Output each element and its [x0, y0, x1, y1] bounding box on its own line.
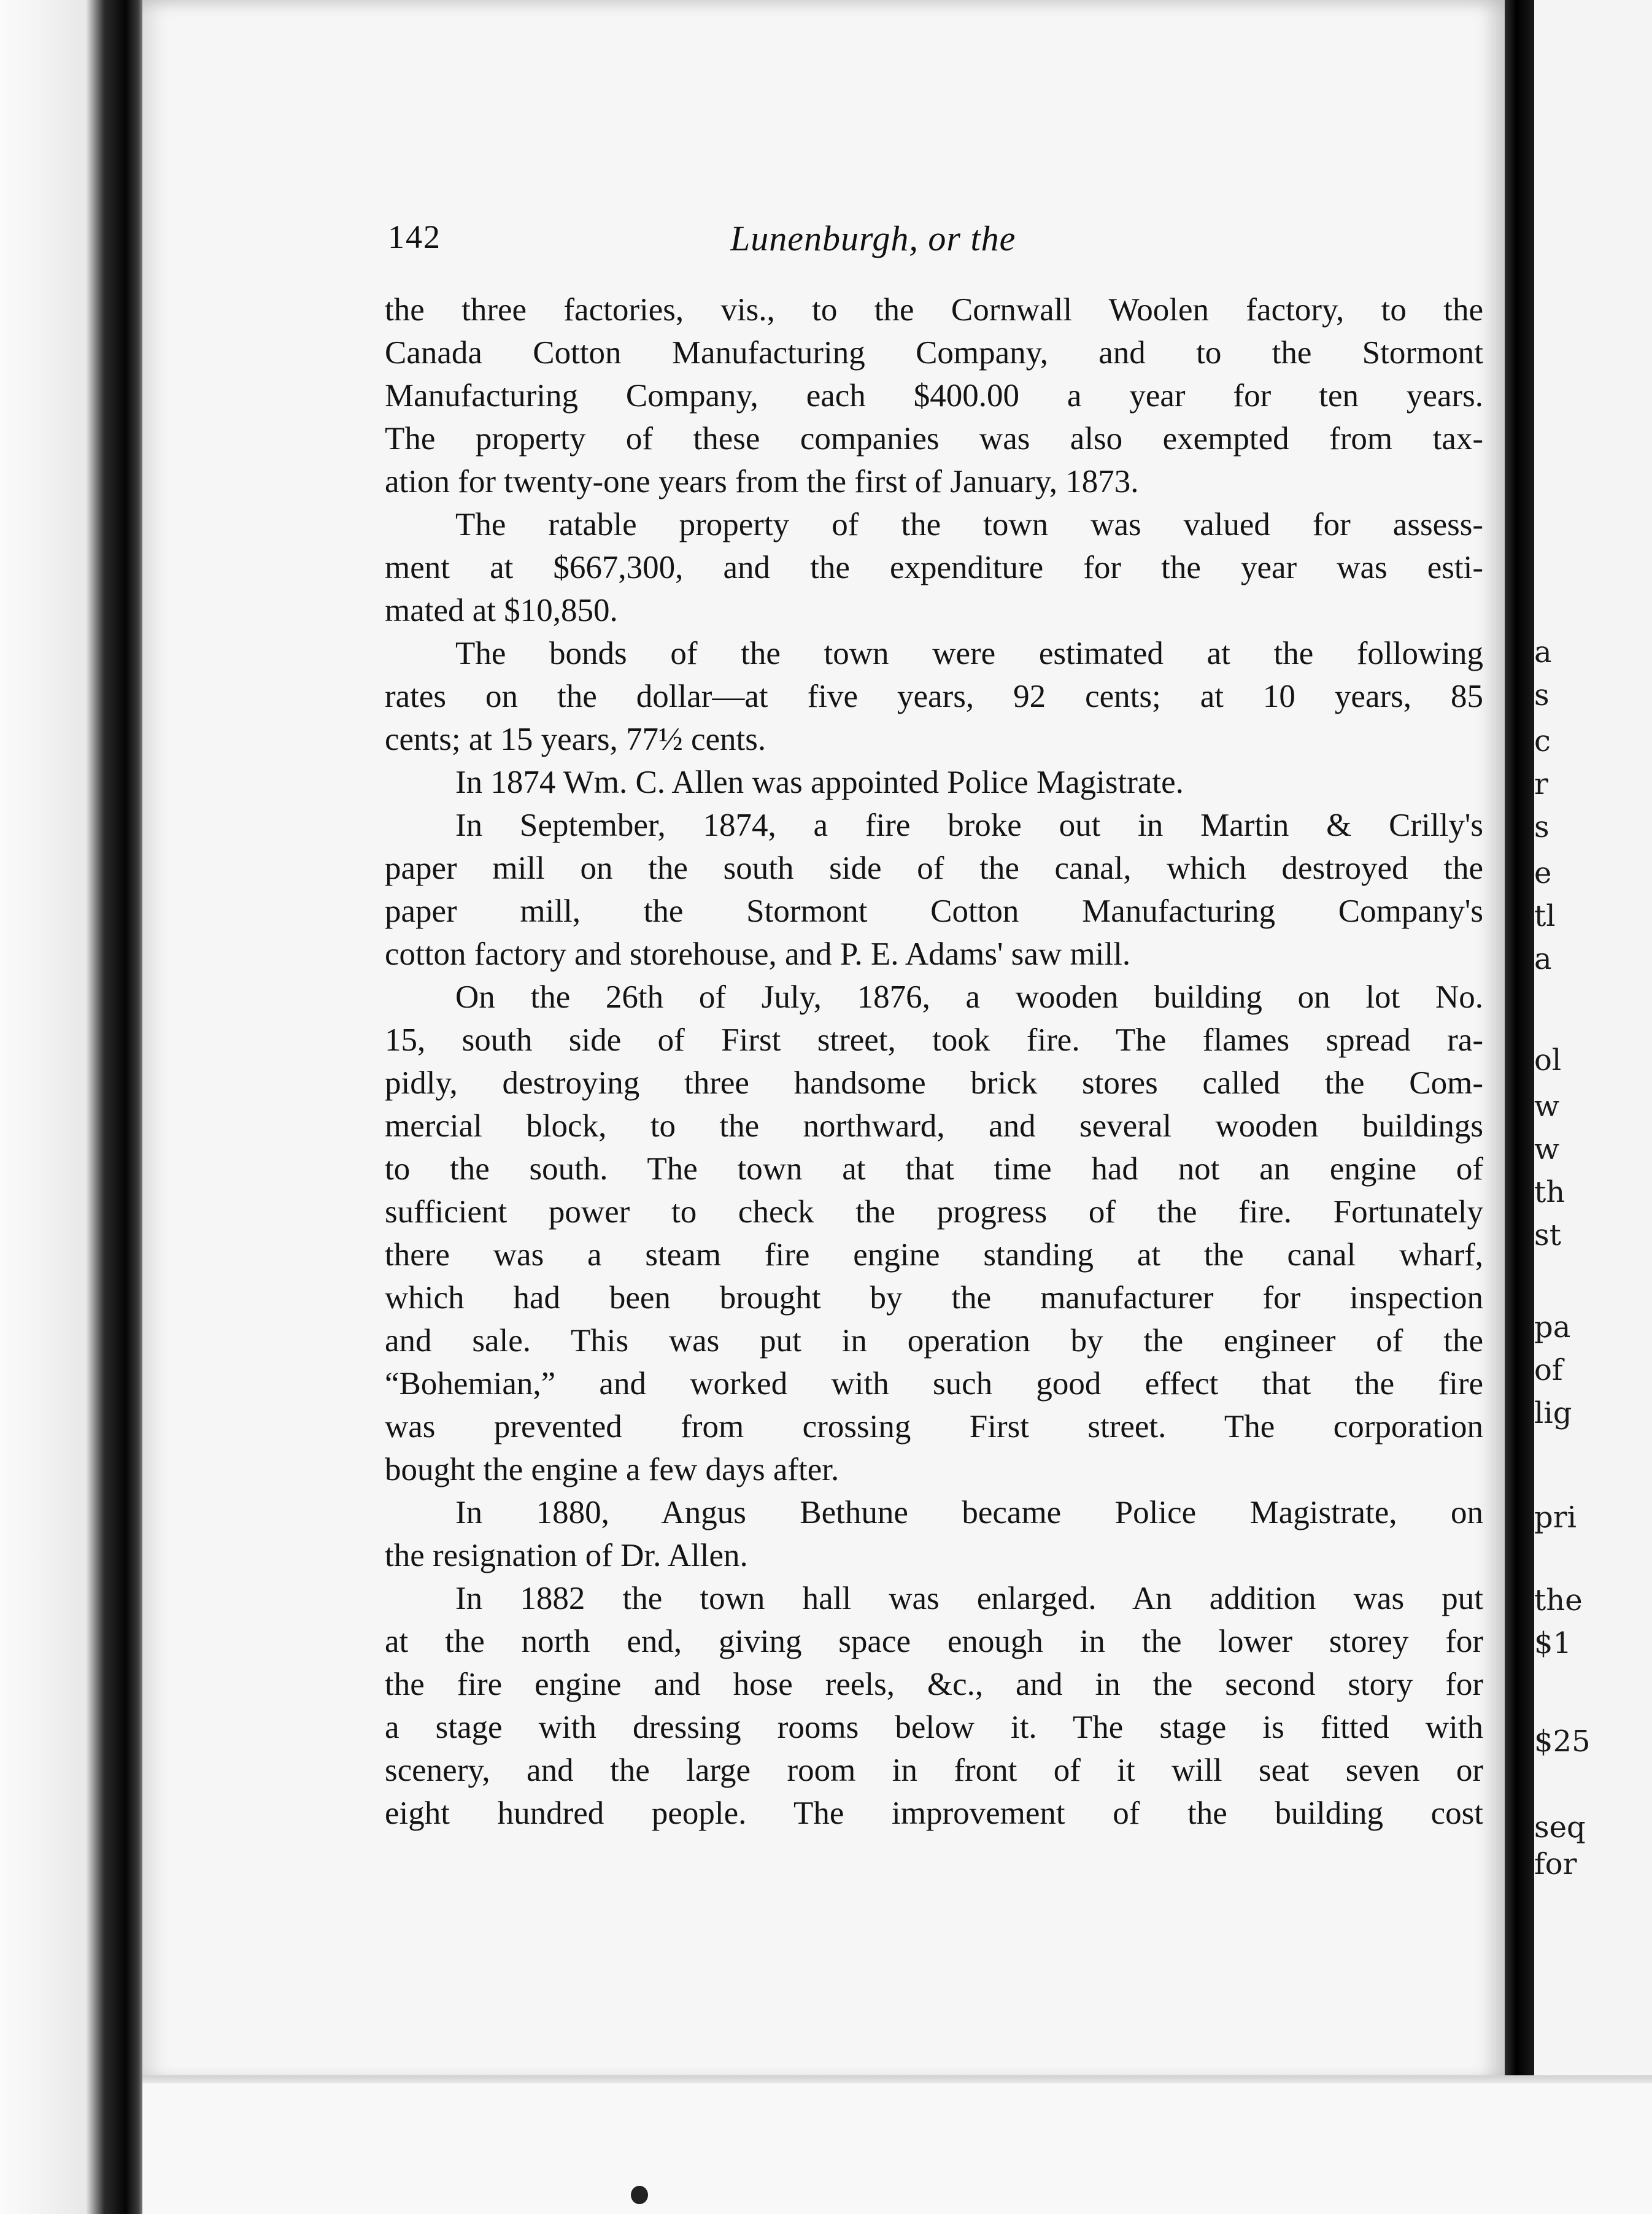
text-line: the fire engine and hose reels, &c., and in the second story for	[385, 1667, 1483, 1702]
text-line: bought the engine a few days after.	[385, 1452, 840, 1487]
text-line: In 1880, Angus Bethune became Police Magistrate, on	[455, 1495, 1483, 1530]
facing-page-fragment: of	[1534, 1353, 1563, 1387]
facing-page-fragment: the	[1534, 1583, 1583, 1618]
facing-page-fragment: for	[1534, 1847, 1577, 1881]
facing-page-fragment: tl	[1534, 899, 1556, 933]
text-line: Manufacturing Company, each $400.00 a year for ten years.	[385, 378, 1483, 414]
facing-page-fragment: w	[1534, 1089, 1560, 1124]
text-line: mercial block, to the northward, and several wooden buildings	[385, 1108, 1483, 1144]
text-line: to the south. The town at that time had not an engine of	[385, 1151, 1483, 1187]
text-line: “Bohemian,” and worked with such good effect that the fire	[385, 1366, 1483, 1402]
facing-page-fragment: st	[1534, 1218, 1561, 1252]
text-line: sufficient power to check the progress of the fire. Fortunately	[385, 1194, 1483, 1230]
book-spine	[1505, 0, 1534, 2083]
text-line: paper mill, the Stormont Cotton Manufacturing Company's	[385, 893, 1483, 929]
text-line: scenery, and the large room in front of it will seat seven or	[385, 1753, 1483, 1788]
text-line: which had been brought by the manufacturer for inspection	[385, 1280, 1483, 1316]
page-number: 142	[388, 218, 441, 255]
facing-page-fragment: lig	[1534, 1396, 1572, 1430]
facing-page-fragment: w	[1534, 1132, 1560, 1167]
running-head: Lunenburgh, or the	[730, 218, 1016, 258]
text-line: ation for twenty-one years from the first of January, 1873.	[385, 464, 1139, 500]
text-line: In 1882 the town hall was enlarged. An addition was put	[455, 1581, 1483, 1616]
left-binding-edge	[0, 0, 144, 2214]
facing-page-fragment: s	[1534, 810, 1550, 844]
facing-page-edge	[1534, 0, 1652, 2083]
facing-page-fragment: pri	[1534, 1500, 1577, 1535]
text-line: eight hundred people. The improvement of the building cost	[385, 1796, 1483, 1831]
facing-page-fragment: a	[1534, 942, 1552, 976]
facing-page-fragment: $25	[1534, 1724, 1591, 1759]
text-line: was prevented from crossing First street. The corporation	[385, 1409, 1483, 1444]
book-page	[142, 0, 1505, 2083]
text-line: paper mill on the south side of the canal, which destroyed the	[385, 850, 1483, 886]
text-line: at the north end, giving space enough in the lower storey for	[385, 1624, 1483, 1659]
text-line: ment at $667,300, and the expenditure for the year was esti-	[385, 550, 1483, 585]
page-header	[142, 218, 1505, 261]
body-text	[385, 288, 1483, 1835]
text-line: the three factories, vis., to the Cornwall Woolen factory, to the	[385, 292, 1483, 328]
facing-page-fragment: pa	[1534, 1310, 1571, 1344]
text-line: rates on the dollar—at five years, 92 cents; at 10 years, 85	[385, 679, 1483, 714]
text-line: 15, south side of First street, took fire. The flames spread ra-	[385, 1022, 1483, 1058]
facing-page-fragment: $1	[1534, 1626, 1572, 1660]
text-line: cents; at 15 years, 77½ cents.	[385, 722, 766, 757]
text-line: Canada Cotton Manufacturing Company, and to the Stormont	[385, 335, 1483, 371]
facing-page-fragment: ol	[1534, 1043, 1562, 1078]
facing-page-fragment: s	[1534, 678, 1550, 712]
facing-page-fragment: a	[1534, 635, 1552, 669]
facing-page-fragment: e	[1534, 856, 1552, 890]
text-line: In September, 1874, a fire broke out in Martin & Crilly's	[455, 808, 1483, 843]
text-line: The ratable property of the town was valued for assess-	[455, 507, 1483, 542]
text-line: and sale. This was put in operation by the engineer of the	[385, 1323, 1483, 1359]
page-bottom-margin	[142, 2083, 1652, 2214]
facing-page-fragment: seq	[1534, 1810, 1586, 1845]
text-line: mated at $10,850.	[385, 593, 618, 628]
text-line: On the 26th of July, 1876, a wooden building on lot No.	[455, 979, 1483, 1015]
text-line: The property of these companies was also exempted from tax-	[385, 421, 1483, 457]
facing-page-fragment: th	[1534, 1175, 1565, 1209]
scan-blemish	[631, 2186, 648, 2204]
text-line: pidly, destroying three handsome brick stores called the Com-	[385, 1065, 1483, 1101]
text-line: a stage with dressing rooms below it. The stage is fitted with	[385, 1710, 1483, 1745]
text-line: the resignation of Dr. Allen.	[385, 1538, 748, 1573]
text-line: In 1874 Wm. C. Allen was appointed Police Magistrate.	[455, 765, 1184, 800]
text-line: there was a steam fire engine standing at the canal wharf,	[385, 1237, 1483, 1273]
facing-page-fragment: r	[1534, 767, 1548, 801]
text-line: The bonds of the town were estimated at the following	[455, 636, 1483, 671]
facing-page-fragment: c	[1534, 724, 1551, 758]
text-line: cotton factory and storehouse, and P. E. Adams' saw mill.	[385, 936, 1131, 972]
